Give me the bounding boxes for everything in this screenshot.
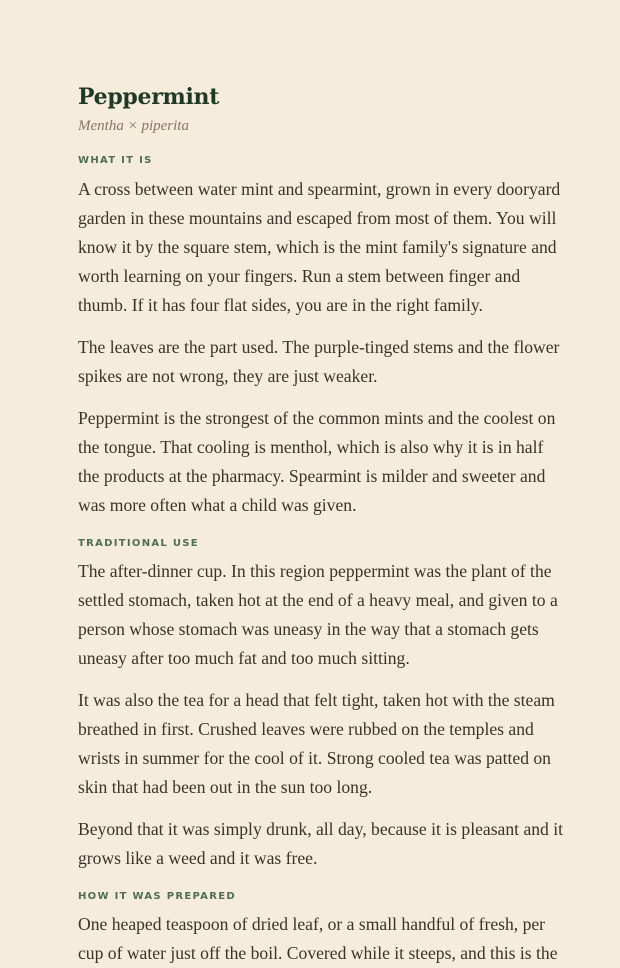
section-heading-how-prepared: HOW IT WAS PREPARED [78, 891, 236, 902]
paragraph: It was also the tea for a head that felt tight, taken hot with the steam breathed in first. Crushed leaves were rubbed on the temples and wrists in summer for the cool of it. Strong cooled tea was patted on skin that had been out in the sun too long. [78, 690, 555, 797]
paragraph: A cross between water mint and spearmint, grown in every dooryard garden in these mountains and escaped from most of them. You will know it by the square stem, which is the mint family's signature and worth learning on your fingers. Run a stem between finger and thumb. If it has four flat sides, you are in the right family. [78, 179, 561, 315]
paragraph: Beyond that it was simply drunk, all day, because it is pleasant and it grows like a weed and it was free. [78, 819, 564, 868]
section-heading-traditional-use: TRADITIONAL USE [78, 538, 199, 549]
herb-entry [78, 82, 568, 968]
paragraph: One heaped teaspoon of dried leaf, or a small handful of fresh, per cup of water just off the boil. Covered while it steeps, and this is the [78, 914, 558, 963]
herb-title: Peppermint [78, 84, 220, 110]
section-heading-what-it-is: WHAT IT IS [78, 155, 153, 166]
paragraph: The after-dinner cup. In this region peppermint was the plant of the settled stomach, taken hot at the end of a heavy meal, and given to a person whose stomach was uneasy in the way that a stomach gets uneasy after too much fat and too much sitting. [78, 561, 558, 668]
latin-name: Mentha × piperita [78, 118, 189, 134]
paragraph: Peppermint is the strongest of the common mints and the coolest on the tongue. That cooling is menthol, which is also why it is in half the products at the pharmacy. Spearmint is milder and sweeter and was more often what a child was given. [78, 408, 556, 515]
paragraph: The leaves are the part used. The purple-tinged stems and the flower spikes are not wrong, they are just weaker. [78, 337, 560, 386]
